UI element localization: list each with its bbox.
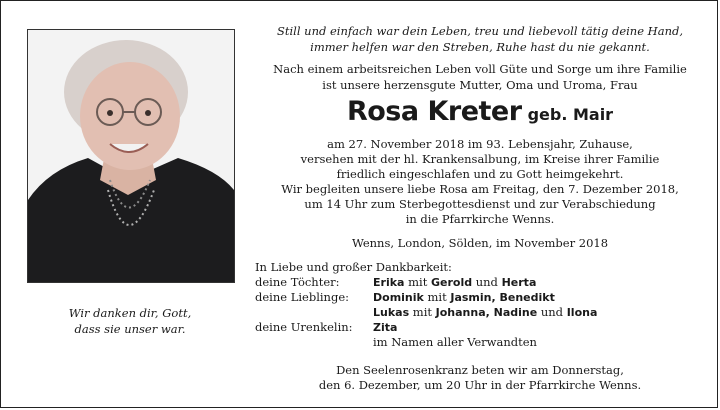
family-row: [255, 305, 711, 320]
left-quote-line: Wir danken dir, Gott,: [68, 306, 192, 320]
family-member-name: Erika: [373, 276, 405, 289]
announcement-line: am 27. November 2018 im 93. Lebensjahr, Zuhause,: [327, 137, 633, 151]
family-row: [255, 335, 711, 350]
family-connector: und: [537, 305, 567, 319]
verse-line: immer helfen war den Streben, Ruhe hast du nie gekannt.: [310, 40, 650, 54]
portrait-photo: [27, 29, 235, 283]
family-member-name: Lukas: [373, 306, 410, 319]
rosary-notice: [249, 363, 711, 393]
family-row-label: [255, 335, 373, 350]
left-quote: [27, 305, 233, 337]
family-connector: mit: [404, 275, 431, 289]
announcement-line: Wir begleiten unsere liebe Rosa am Freitag, den 7. Dezember 2018,: [281, 182, 679, 196]
maiden-name: geb. Mair: [527, 105, 614, 124]
memorial-verse: [249, 23, 711, 55]
family-row-label: deine Töchter:: [255, 275, 340, 289]
family-row-names: [373, 320, 397, 335]
family-row-names: [373, 275, 536, 290]
family-row-label: deine Urenkelin:: [255, 320, 353, 334]
family-member-name: Zita: [373, 321, 398, 334]
family-rows: [249, 275, 711, 350]
family-row-names: [373, 335, 537, 350]
announcement-line: versehen mit der hl. Krankensalbung, im Kreise ihrer Familie: [300, 152, 660, 166]
family-connector: im Namen aller Verwandten: [373, 335, 537, 349]
family-member-name: Johanna, Nadine: [435, 306, 538, 319]
family-row: [255, 290, 711, 305]
rosary-line: Den Seelenrosenkranz beten wir am Donnerstag,: [336, 363, 624, 377]
announcement-line: um 14 Uhr zum Sterbegottesdienst und zur Verabschiedung: [304, 197, 656, 211]
place-date: [249, 236, 711, 251]
left-quote-line: dass sie unser war.: [74, 322, 186, 336]
announcement-text: [249, 137, 711, 227]
family-connector: und: [472, 275, 502, 289]
announcement-line: in die Pfarrkirche Wenns.: [405, 212, 555, 226]
intro-line: ist unsere herzensgute Mutter, Oma und Uroma, Frau: [322, 78, 638, 92]
verse-line: Still und einfach war dein Leben, treu und liebevoll tätig deine Hand,: [276, 24, 683, 38]
family-heading: In Liebe und großer Dankbarkeit:: [255, 260, 452, 274]
family-connector: mit: [409, 305, 436, 319]
family-row-label: deine Lieblinge:: [255, 290, 349, 304]
deceased-name-block: [249, 96, 711, 127]
family-row-label: [255, 305, 373, 320]
family-row-names: [373, 290, 555, 305]
family-connector: mit: [423, 290, 451, 304]
rosary-line: den 6. Dezember, um 20 Uhr in der Pfarrkirche Wenns.: [318, 378, 642, 392]
family-row: [255, 320, 711, 335]
family-member-name: Jasmin, Benedikt: [450, 291, 555, 304]
intro-line: Nach einem arbeitsreichen Leben voll Güte und Sorge um ihre Familie: [273, 62, 687, 76]
family-member-name: Herta: [501, 276, 537, 289]
deceased-name: Rosa Kreter: [346, 96, 522, 127]
family-member-name: Gerold: [430, 276, 473, 289]
family-row: [255, 275, 711, 290]
family-row-names: [373, 305, 597, 320]
intro-text: [249, 61, 711, 93]
family-member-name: Ilona: [566, 306, 598, 319]
announcement-line: friedlich eingeschlafen und zu Gott heimgekehrt.: [336, 167, 624, 181]
family-member-name: Dominik: [373, 291, 424, 304]
family-list: [249, 260, 711, 350]
place-date-line: Wenns, London, Sölden, im November 2018: [351, 236, 609, 250]
